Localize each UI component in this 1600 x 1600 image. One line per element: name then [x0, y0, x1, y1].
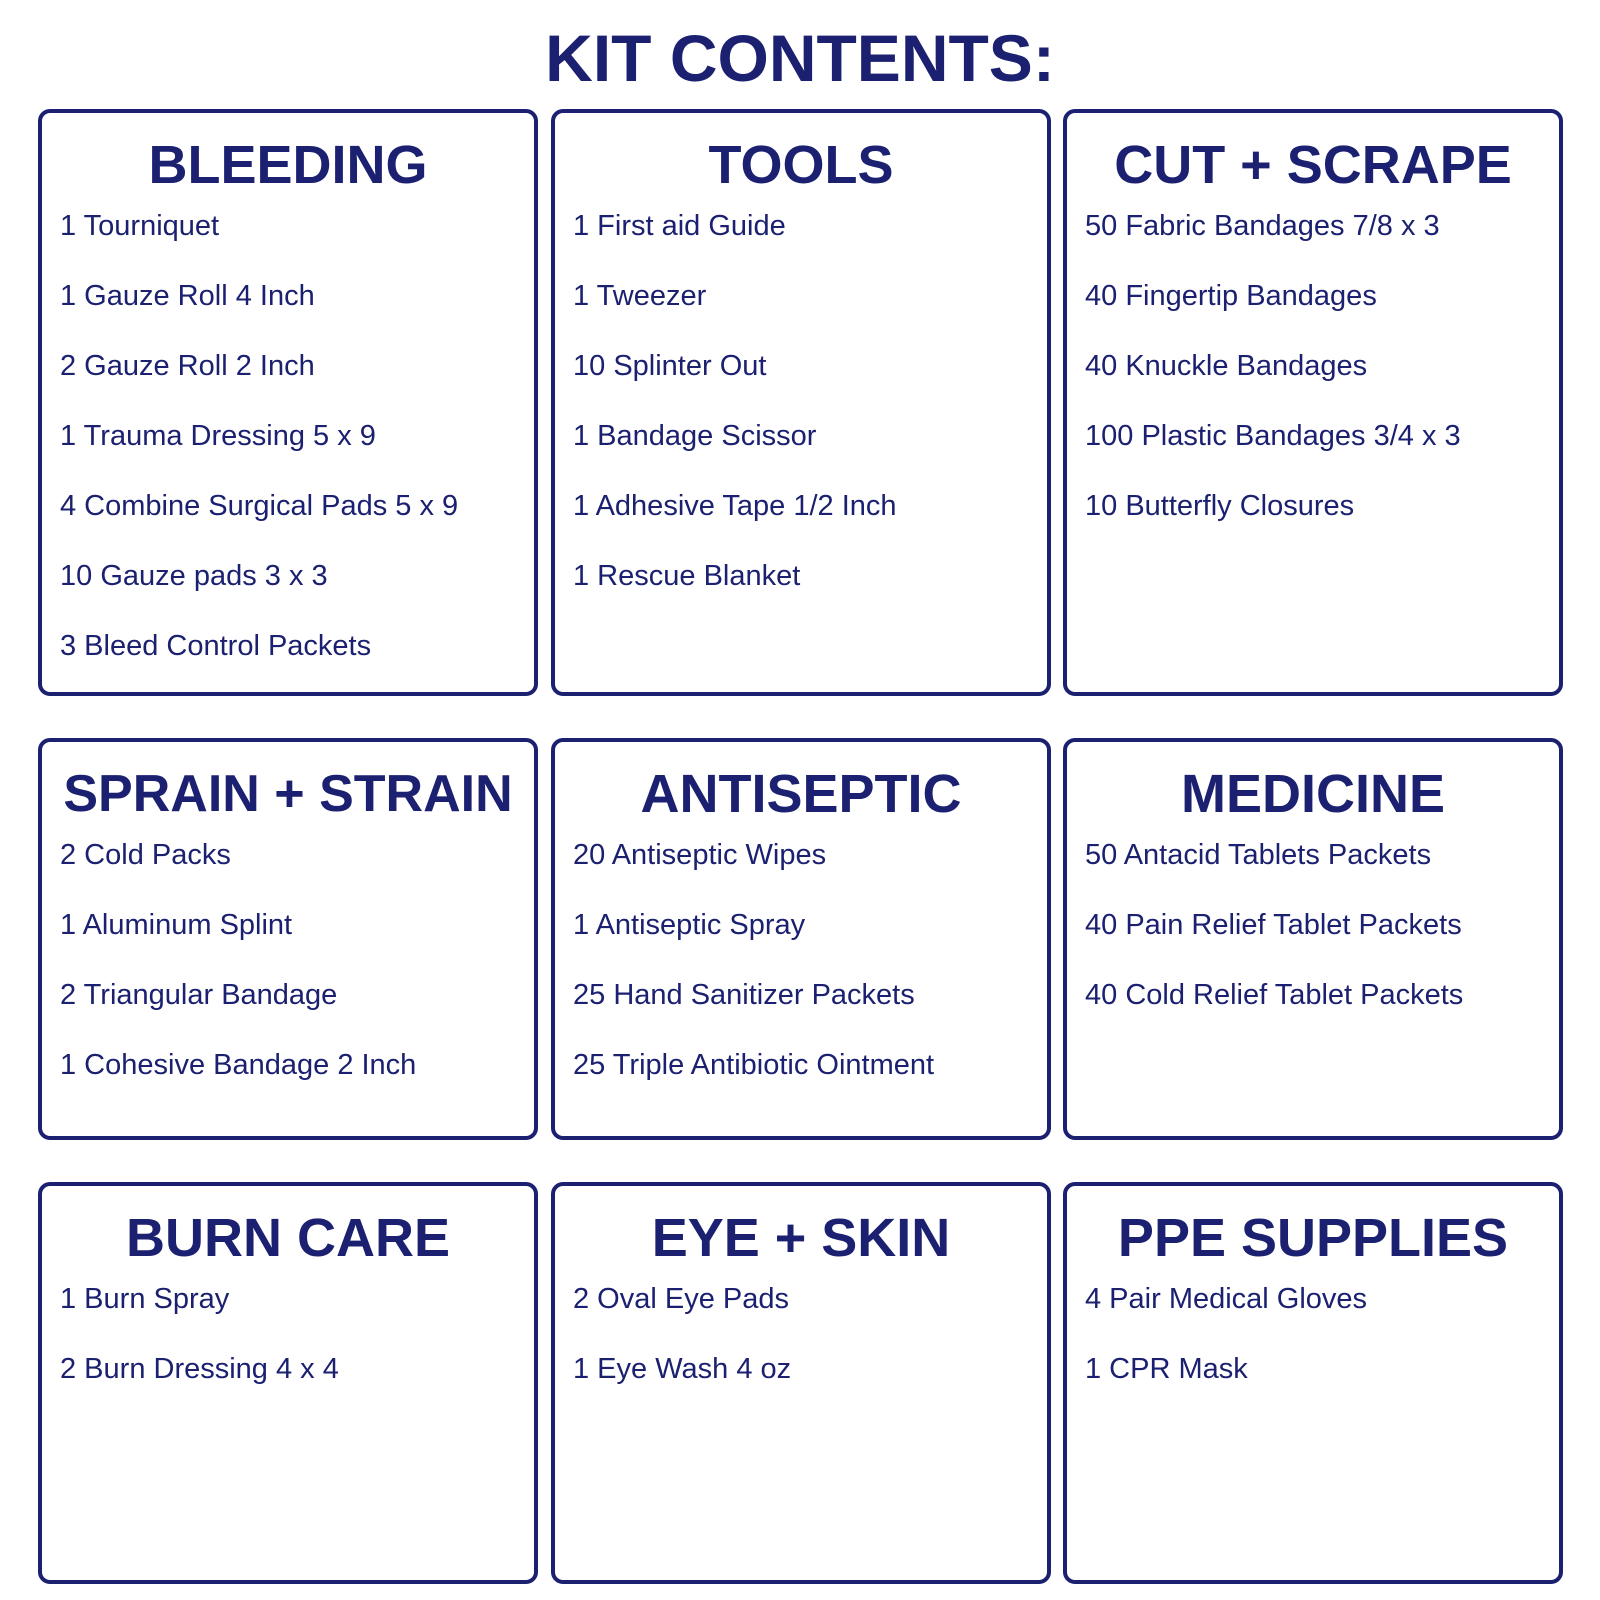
- list-item: 2 Cold Packs: [60, 839, 231, 871]
- list-item: 40 Knuckle Bandages: [1085, 350, 1368, 382]
- item-list: [60, 840, 416, 1120]
- section-medicine: [1063, 738, 1563, 1140]
- item-list: [60, 1284, 339, 1424]
- list-item: 50 Fabric Bandages 7/8 x 3: [1085, 210, 1440, 242]
- list-item: 25 Triple Antibiotic Ointment: [573, 1049, 935, 1081]
- section-sprain-strain: [38, 738, 538, 1140]
- item-list: [573, 840, 934, 1120]
- list-item: 1 Tourniquet: [60, 210, 220, 242]
- list-item: 1 Tweezer: [573, 280, 707, 312]
- list-item: 1 Eye Wash 4 oz: [573, 1353, 792, 1385]
- list-item: 10 Butterfly Closures: [1085, 490, 1355, 522]
- list-item: 3 Bleed Control Packets: [60, 630, 372, 662]
- section-heading: ANTISEPTIC: [640, 764, 962, 824]
- list-item: 1 Cohesive Bandage 2 Inch: [60, 1049, 417, 1081]
- section-heading: BLEEDING: [148, 135, 428, 195]
- section-cut-scrape: [1063, 109, 1563, 696]
- list-item: 100 Plastic Bandages 3/4 x 3: [1085, 420, 1461, 452]
- list-item: 1 Burn Spray: [60, 1283, 230, 1315]
- list-item: 1 Rescue Blanket: [573, 560, 801, 592]
- list-item: 2 Gauze Roll 2 Inch: [60, 350, 315, 382]
- list-item: 1 Antiseptic Spray: [573, 909, 806, 941]
- list-item: 1 Aluminum Splint: [60, 909, 293, 941]
- section-heading: CUT + SCRAPE: [1114, 135, 1512, 195]
- list-item: 4 Combine Surgical Pads 5 x 9: [60, 490, 459, 522]
- list-item: 1 CPR Mask: [1085, 1353, 1248, 1385]
- list-item: 40 Fingertip Bandages: [1085, 280, 1377, 312]
- list-item: 2 Burn Dressing 4 x 4: [60, 1353, 339, 1385]
- list-item: 40 Cold Relief Tablet Packets: [1085, 979, 1464, 1011]
- list-item: 40 Pain Relief Tablet Packets: [1085, 909, 1462, 941]
- list-item: 2 Oval Eye Pads: [573, 1283, 789, 1315]
- list-item: 10 Splinter Out: [573, 350, 767, 382]
- item-list: [1085, 1284, 1367, 1424]
- list-item: 25 Hand Sanitizer Packets: [573, 979, 915, 1011]
- list-item: 20 Antiseptic Wipes: [573, 839, 827, 871]
- section-heading: BURN CARE: [126, 1208, 450, 1268]
- item-list: [60, 211, 458, 701]
- list-item: 1 Trauma Dressing 5 x 9: [60, 420, 376, 452]
- section-antiseptic: [551, 738, 1051, 1140]
- section-heading: TOOLS: [708, 135, 894, 195]
- list-item: 1 Adhesive Tape 1/2 Inch: [573, 490, 897, 522]
- item-list: [573, 1284, 791, 1424]
- section-heading: PPE SUPPLIES: [1117, 1208, 1509, 1268]
- section-bleeding: [38, 109, 538, 696]
- section-ppe-supplies: [1063, 1182, 1563, 1584]
- section-heading: MEDICINE: [1180, 764, 1445, 824]
- list-item: 1 Bandage Scissor: [573, 420, 817, 452]
- section-burn-care: [38, 1182, 538, 1584]
- item-list: [1085, 840, 1463, 1050]
- page-title: KIT CONTENTS:: [545, 21, 1055, 95]
- list-item: 50 Antacid Tablets Packets: [1085, 839, 1432, 871]
- list-item: 2 Triangular Bandage: [60, 979, 338, 1011]
- item-list: [573, 211, 897, 631]
- section-heading: EYE + SKIN: [651, 1208, 951, 1268]
- list-item: 10 Gauze pads 3 x 3: [60, 560, 328, 592]
- item-list: [1085, 211, 1461, 561]
- list-item: 1 First aid Guide: [573, 210, 786, 242]
- section-tools: [551, 109, 1051, 696]
- section-heading: SPRAIN + STRAIN: [63, 765, 513, 823]
- list-item: 4 Pair Medical Gloves: [1085, 1283, 1368, 1315]
- section-eye-skin: [551, 1182, 1051, 1584]
- list-item: 1 Gauze Roll 4 Inch: [60, 280, 315, 312]
